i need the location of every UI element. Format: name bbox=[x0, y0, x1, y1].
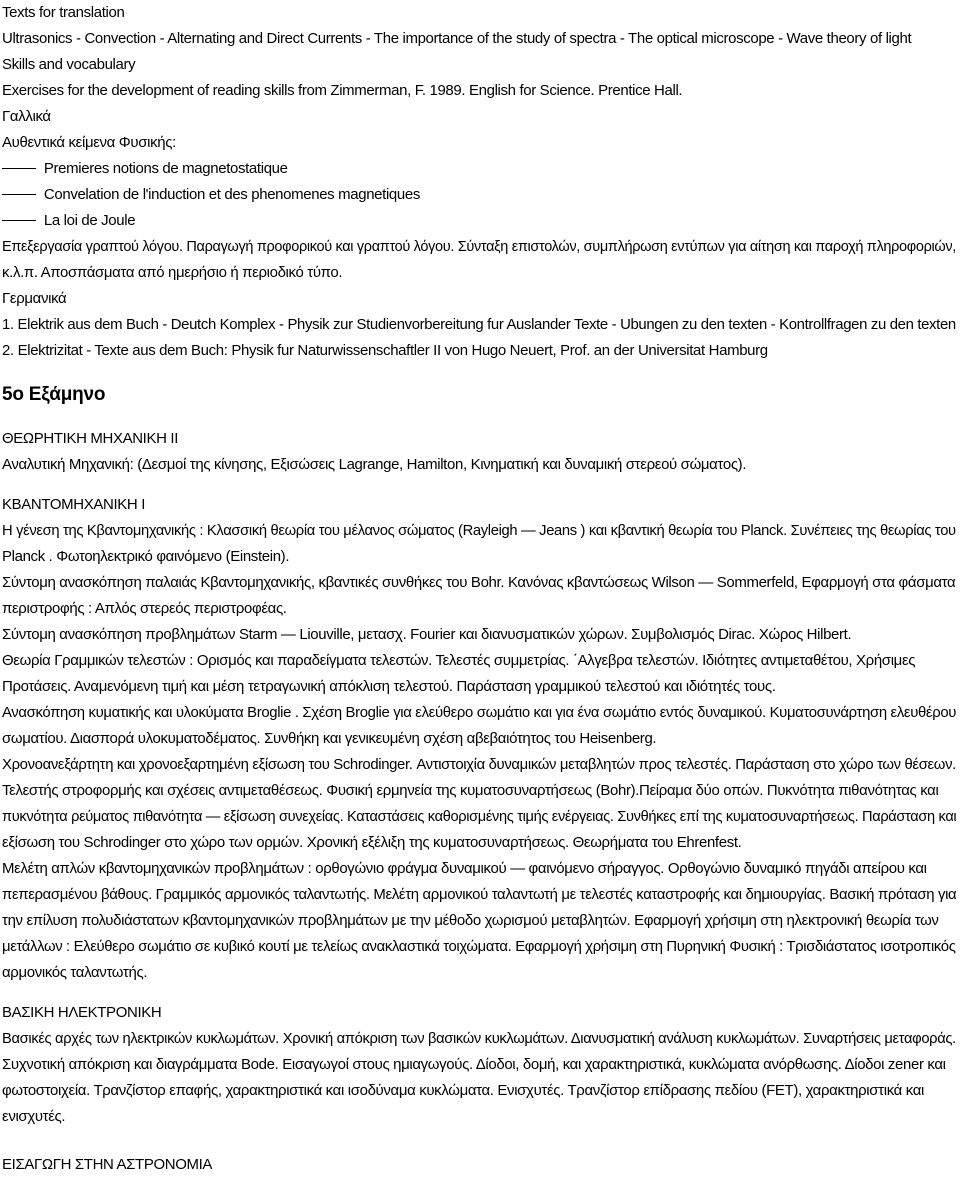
text-line: πεπερασμένου βάθους. Γραμμικός αρμονικός ταλαντωτής. Μελέτη αρμονικού ταλαντωτή με τελεστές καταστροφής και δημιουργίας. Βασική πρόταση για bbox=[2, 886, 957, 903]
text-line: Σύντομη ανασκόπηση παλαιάς Κβαντομηχανικής, κβαντικές συνθήκες του Bohr. Κανόνας κβαντώσεως Wilson — Sommerfeld, Εφαρμογή στα φάσματα bbox=[2, 574, 956, 591]
text-line: την επίλυση πολυδιάστατων κβαντομηχανικών προβλημάτων με την μέθοδο χωρισμού μεταβλητών. Εφαρμογή χρήσιμη στη ηλεκτρονική θεωρία των bbox=[2, 912, 939, 929]
text-line: Η γένεση της Κβαντομηχανικής : Κλασσική θεωρία του μέλανος σώματος (Rayleigh — Jeans ) και κβαντική θεωρία του Planck. Συνέπειες της θεωρίας του bbox=[2, 522, 956, 539]
text-line: Planck . Φωτοηλεκτρικό φαινόμενο (Einstein). bbox=[2, 548, 290, 565]
text-line: πυκνότητα ρεύματος πιθανότητα — εξίσωση συνεχείας. Καταστάσεις καθορισμένης τιμής ενέργειας. Συνθήκες επί της κυματοσυναρτήσεως. Παράσταση και bbox=[2, 808, 957, 825]
dash-bullet bbox=[2, 194, 36, 195]
text-line: ενισχυτές. bbox=[2, 1108, 66, 1125]
section-label-french: Γαλλικά bbox=[2, 108, 51, 125]
dash-list-item-text: La loi de Joule bbox=[43, 212, 136, 229]
text-line: 1. Elektrik aus dem Buch - Deutch Komplex - Physik zur Studienvorbereitung fur Auslander Texte - Ubungen zu den texten - Kontrollfragen zu den texten bbox=[2, 316, 956, 333]
text-line: σωματίου. Διασπορά υλοκυματοδέματος. Συνθήκη και γενικευμένη σχέση αβεβαιότητος του Heisenberg. bbox=[2, 730, 657, 747]
text-line: Σύντομη ανασκόπηση προβλημάτων Starm — Liouville, μετασχ. Fourier και διανυσματικών χώρων. Συμβολισμός Dirac. Χώρος Hilbert. bbox=[2, 626, 852, 643]
text-line: 2. Elektrizitat - Texte aus dem Buch: Physik fur Naturwissenschaftler II von Hugo Neuert, Prof. an der Universitat Hamburg bbox=[2, 342, 768, 359]
text-line: Τελεστής στροφορμής και σχέσεις αντιμεταθέσεως. Φυσική ερμηνεία της κυματοσυναρτήσεως (Bohr).Πείραμα δύο οπών. Πυκνότητα πιθανότητας και bbox=[2, 782, 939, 799]
text-line: Μελέτη απλών κβαντομηχανικών προβλημάτων : ορθογώνιο φράγμα δυναμικού — φαινόμενο σήραγγος. Ορθογώνιο δυναμικό πηγάδι απείρου και bbox=[2, 860, 927, 877]
text-line: φωτοστοιχεία. Τρανζίστορ επαφής, χαρακτηριστικά και ισοδύναμα κυκλώματα. Ενισχυτές. Τρανζίστορ επίδρασης πεδίου (FET), χαρακτηριστικά και bbox=[2, 1082, 925, 1099]
text-line: μετάλλων : Ελεύθερο σωμάτιο σε κυβικό κουτί με τελείως ανακλαστικά τοιχώματα. Εφαρμογή χρήσιμη στη Πυρηνική Φυσική : Τρισδιάστατος ισοτροπικός bbox=[2, 938, 956, 955]
text-line: Exercises for the development of reading skills from Zimmerman, F. 1989. English for Science. Prentice Hall. bbox=[2, 82, 683, 99]
dash-list-item-text: Premieres notions de magnetostatique bbox=[43, 160, 288, 177]
text-line: Συχνοτική απόκριση και διαγράμματα Bode. Εισαγωγοί στους ημιαγωγούς. Δίοδοι, δομή, και χαρακτηριστικά, κυκλώματα ανόρθωσης. Δίοδοι zener και bbox=[2, 1056, 946, 1073]
text-line: Αυθεντικά κείμενα Φυσικής: bbox=[2, 134, 176, 151]
text-line: Επεξεργασία γραπτού λόγου. Παραγωγή προφορικού και γραπτού λόγου. Σύνταξη επιστολών, συμπλήρωση εντύπων για αίτηση και παροχή πληροφοριών, bbox=[2, 238, 956, 255]
section-label-skills: Skills and vocabulary bbox=[2, 56, 136, 73]
dash-list-item bbox=[2, 208, 956, 234]
section-label-german: Γερμανικά bbox=[2, 290, 67, 307]
dash-bullet bbox=[2, 168, 36, 169]
text-line: Χρονοανεξάρτητη και χρονοεξαρτημένη εξίσωση του Schrodinger. Αντιστοιχία δυναμικών μεταβλητών προς τελεστές. Παράσταση στο χώρο των θέσεων. bbox=[2, 756, 956, 773]
text-line: Ultrasonics - Convection - Alternating and Direct Currents - The importance of the study of spectra - The optical microscope - Wave theory of light bbox=[2, 30, 912, 47]
course-title-intro-astronomy: ΕΙΣΑΓΩΓΗ ΣΤΗΝ ΑΣΤΡΟΝΟΜΙΑ bbox=[2, 1156, 213, 1173]
text-line: κ.λ.π. Αποσπάσματα από ημερήσιο ή περιοδικό τύπο. bbox=[2, 264, 343, 281]
semester-heading: 5ο Εξάμηνο bbox=[2, 384, 106, 405]
text-line: εξίσωση του Schrodinger στο χώρο των ορμών. Χρονική εξέλιξη της κυματοσυναρτήσεως. Θεωρήματα του Ehrenfest. bbox=[2, 834, 742, 851]
text-line: περιστροφής : Απλός στερεός περιστροφέας. bbox=[2, 600, 287, 617]
dash-list-item bbox=[2, 182, 956, 208]
text-line: Βασικές αρχές των ηλεκτρικών κυκλωμάτων. Χρονική απόκριση των βασικών κυκλωμάτων. Διανυσματική ανάλυση κυκλωμάτων. Συναρτήσεις μεταφοράς. bbox=[2, 1030, 956, 1047]
course-title-theoretical-mechanics: ΘΕΩΡΗΤΙΚΗ ΜΗΧΑΝΙΚΗ ΙΙ bbox=[2, 430, 179, 447]
course-title-quantum-mechanics: ΚΒΑΝΤΟΜΗΧΑΝΙΚΗ Ι bbox=[2, 496, 146, 513]
text-line: Προτάσεις. Αναμενόμενη τιμή και μέση τετραγωνική απόκλιση τελεστού. Παράσταση γραμμικού τελεστού και ιδιότητές τους. bbox=[2, 678, 776, 695]
text-line: Θεωρία Γραμμικών τελεστών : Ορισμός και παραδείγματα τελεστών. Τελεστές συμμετρίας. ΄Αλγεβρα τελεστών. Ιδιότητες αντιμεταθέτου, Χρήσιμες bbox=[2, 652, 916, 669]
text-line: Αναλυτική Μηχανική: (Δεσμοί της κίνησης, Εξισώσεις Lagrange, Hamilton, Κινηματική και δυναμική στερεού σώματος). bbox=[2, 456, 747, 473]
dash-list-item bbox=[2, 156, 956, 182]
section-label-texts-for-translation: Texts for translation bbox=[2, 4, 125, 21]
dash-bullet bbox=[2, 220, 36, 221]
dash-list-item-text: Convelation de l'induction et des phenomenes magnetiques bbox=[43, 186, 420, 203]
text-line: Ανασκόπηση κυματικής και υλοκύματα Broglie . Σχέση Broglie για ελεύθερο σωμάτιο και για ένα σωμάτιο εντός δυναμικού. Κυματοσυνάρτηση ελευθέρου bbox=[2, 704, 957, 721]
course-title-basic-electronics: ΒΑΣΙΚΗ ΗΛΕΚΤΡΟΝΙΚΗ bbox=[2, 1004, 162, 1021]
text-line: αρμονικός ταλαντωτής. bbox=[2, 964, 148, 981]
